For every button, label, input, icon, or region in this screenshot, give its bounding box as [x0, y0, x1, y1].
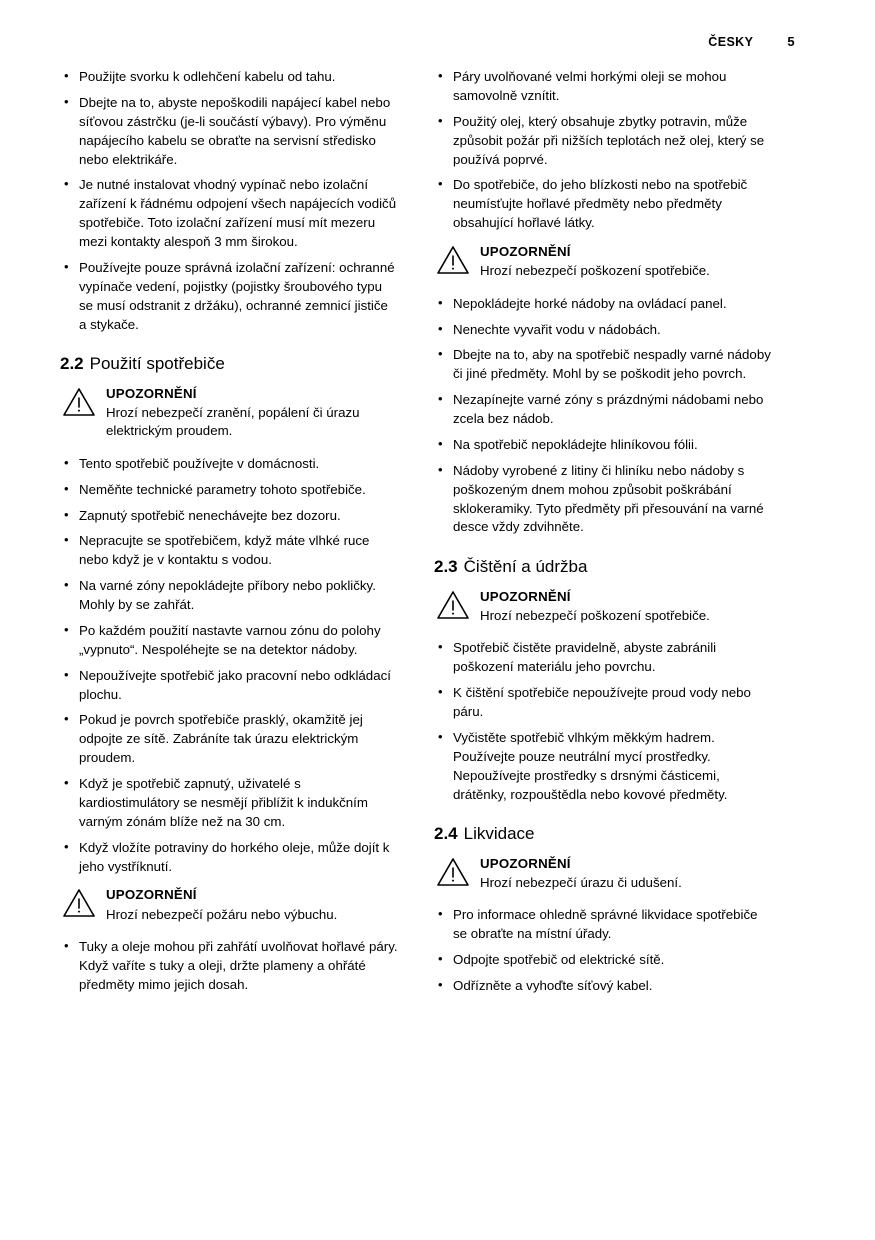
section-heading-cleaning [434, 557, 772, 577]
warning-box-suffocation [434, 855, 772, 893]
list-item: • Neměňte technické parametry tohoto spotřebiče. [60, 481, 398, 500]
list-item: • Dbejte na to, aby na spotřebič nespadly varné nádoby či jiné předměty. Mohl by se poškodit jeho povrch. [434, 346, 772, 384]
list-item: • Pro informace ohledně správné likvidace spotřebiče se obraťte na místní úřady. [434, 906, 772, 944]
warning-box-fire [60, 886, 398, 924]
section-title: Čištění a údržba [463, 557, 588, 577]
warning-body: Hrozí nebezpečí úrazu či udušení. [480, 875, 682, 891]
page-header [60, 34, 815, 54]
list-item: • Dbejte na to, abyste nepoškodili napájecí kabel nebo síťovou zástrčku (je-li součástí výbavy). Pro výměnu napájecího kabelu se obraťte na servisní středisko nebo elektrikáře. [60, 94, 398, 170]
warning-text-block [480, 588, 710, 626]
warning-triangle-icon [62, 387, 96, 417]
list-item: • Když je spotřebič zapnutý, uživatelé s kardiostimulátory se nesmějí přiblížit k indukčním varným zónám blíže než na 30 cm. [60, 775, 398, 832]
list-item: • Tento spotřebič používejte v domácnosti. [60, 455, 398, 474]
page-number: 5 [787, 34, 795, 49]
list-item: • Vyčistěte spotřebič vlhkým měkkým hadrem. Používejte pouze neutrální mycí prostředky. Nepoužívejte prostředky s drsnými částicemi, drátěnky, rozpouštědla nebo kovové předměty. [434, 729, 772, 805]
list-item: • Použitý olej, který obsahuje zbytky potravin, může způsobit požár při nižších teplotách než olej, který se používá poprvé. [434, 113, 772, 170]
list-item: • Páry uvolňované velmi horkými oleji se mohou samovolně vznítit. [434, 68, 772, 106]
list-item: • Je nutné instalovat vhodný vypínač nebo izolační zařízení k řádnému odpojení všech napájecích vodičů spotřebiče. Toto izolační zařízení musí mít mezeru mezi kontakty alespoň 3 mm širokou. [60, 176, 398, 252]
section-title: Likvidace [463, 824, 535, 844]
list-item: • Nádoby vyrobené z litiny či hliníku nebo nádoby s poškozeným dnem mohou způsobit poškrábání sklokeramiky. Tyto předměty při přesouvání na varné desce vždy zdvihněte. [434, 462, 772, 538]
warning-title: UPOZORNĚNÍ [480, 855, 571, 871]
warning-triangle-icon [62, 888, 96, 918]
list-item: • Nezapínejte varné zóny s prázdnými nádobami nebo zcela bez nádob. [434, 391, 772, 429]
list-item: • Zapnutý spotřebič nenechávejte bez dozoru. [60, 507, 398, 526]
list-item: • Nepoužívejte spotřebič jako pracovní nebo odkládací plochu. [60, 667, 398, 705]
list-item: • Na spotřebič nepokládejte hliníkovou fólii. [434, 436, 772, 455]
right-damage-bullet-list [434, 295, 772, 538]
right-disposal-bullet-list [434, 906, 772, 996]
warning-triangle-icon [436, 245, 470, 275]
section-number: 2.4 [434, 824, 458, 844]
section-number: 2.3 [434, 557, 458, 577]
left-usage-bullet-list [60, 455, 398, 877]
list-item: • Odřízněte a vyhoďte síťový kabel. [434, 977, 772, 996]
warning-title: UPOZORNĚNÍ [106, 385, 197, 401]
warning-body: Hrozí nebezpečí požáru nebo výbuchu. [106, 906, 338, 922]
section-heading-usage [60, 354, 398, 374]
page-columns [60, 68, 815, 1003]
list-item: • Tuky a oleje mohou při zahřátí uvolňovat hořlavé páry. Když vaříte s tuky a oleji, držte plameny a ohřáté předměty mimo jejich dosah. [60, 938, 398, 995]
warning-triangle-icon [436, 590, 470, 620]
list-item: • Na varné zóny nepokládejte příbory nebo pokličky. Mohly by se zahřát. [60, 577, 398, 615]
warning-text-block [480, 855, 682, 893]
section-number: 2.2 [60, 354, 84, 374]
warning-box-damage-1 [434, 243, 772, 281]
left-bottom-bullet-list [60, 938, 398, 995]
warning-body: Hrozí nebezpečí poškození spotřebiče. [480, 608, 710, 624]
list-item: • Nepracujte se spotřebičem, když máte vlhké ruce nebo když je v kontaktu s vodou. [60, 532, 398, 570]
right-cleaning-bullet-list [434, 639, 772, 804]
warning-body: Hrozí nebezpečí poškození spotřebiče. [480, 263, 710, 279]
list-item: • K čištění spotřebiče nepoužívejte proud vody nebo páru. [434, 684, 772, 722]
header-language: ČESKY [708, 35, 754, 49]
warning-text-block [106, 886, 337, 924]
list-item: • Odpojte spotřebič od elektrické sítě. [434, 951, 772, 970]
left-column [60, 68, 398, 1003]
list-item: • Když vložíte potraviny do horkého oleje, může dojít k jeho vystříknutí. [60, 839, 398, 877]
warning-box-injury [60, 385, 398, 441]
left-top-bullet-list [60, 68, 398, 334]
warning-box-damage-2 [434, 588, 772, 626]
list-item: • Spotřebič čistěte pravidelně, abyste zabránili poškození materiálu jeho povrchu. [434, 639, 772, 677]
list-item: • Nepokládejte horké nádoby na ovládací panel. [434, 295, 772, 314]
list-item: • Nenechte vyvařit vodu v nádobách. [434, 321, 772, 340]
warning-text-block [480, 243, 710, 281]
section-title: Použití spotřebiče [89, 354, 225, 374]
list-item: • Použijte svorku k odlehčení kabelu od tahu. [60, 68, 398, 87]
warning-triangle-icon [436, 857, 470, 887]
warning-title: UPOZORNĚNÍ [480, 588, 571, 604]
list-item: • Pokud je povrch spotřebiče prasklý, okamžitě jej odpojte ze sítě. Zabráníte tak úrazu elektrickým proudem. [60, 711, 398, 768]
list-item: • Používejte pouze správná izolační zařízení: ochranné vypínače vedení, pojistky (pojistky šroubového typu se musí odstranit z držáku), ochranné zemnicí jističe a stykače. [60, 259, 398, 335]
list-item: • Po každém použití nastavte varnou zónu do polohy „vypnuto“. Nespoléhejte se na detektor nádoby. [60, 622, 398, 660]
warning-body: Hrozí nebezpečí zranění, popálení či úrazu elektrickým proudem. [106, 405, 360, 439]
right-column [434, 68, 772, 1003]
list-item: • Do spotřebiče, do jeho blízkosti nebo na spotřebič neumísťujte hořlavé předměty nebo předměty obsahující hořlavé látky. [434, 176, 772, 233]
warning-text-block [106, 385, 398, 441]
warning-title: UPOZORNĚNÍ [106, 887, 197, 903]
right-top-bullet-list [434, 68, 772, 233]
warning-title: UPOZORNĚNÍ [480, 244, 571, 259]
section-heading-disposal [434, 824, 772, 844]
